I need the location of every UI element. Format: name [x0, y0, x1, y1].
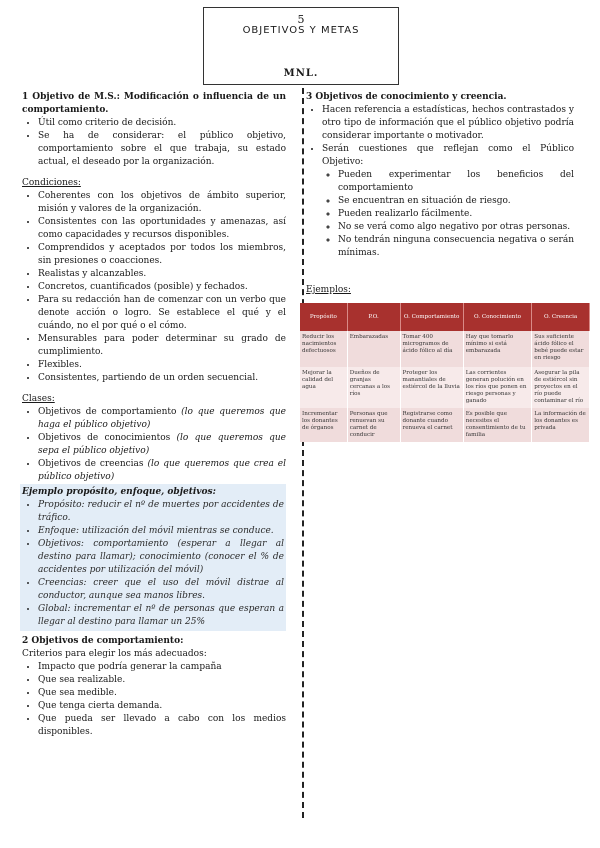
- ejemplos-label: Ejemplos:: [306, 285, 351, 295]
- sub-list-item: ◦ Pueden realizarlo fácilmente.: [338, 208, 574, 221]
- clases-label: Clases:: [22, 394, 55, 404]
- table-header: O. Conocimiento: [463, 303, 532, 331]
- list-item: • Que tenga cierta demanda.: [38, 700, 286, 713]
- list-item: • Realistas y alcanzables.: [38, 268, 286, 281]
- table-header: O. Comportamiento: [400, 303, 463, 331]
- condiciones-label: Condiciones:: [22, 178, 81, 188]
- list-item: • Para su redacción han de comenzar con un verbo que denote acción o logro. Se establece el qué y el cuándo, no el por qué o el cómo.: [38, 294, 286, 333]
- table-header: O. Creencia: [532, 303, 590, 331]
- clases-list: [22, 406, 286, 484]
- sub-list-item: ◦ No tendrán ninguna consecuencia negativa o serán mínimas.: [338, 234, 574, 260]
- table-cell: Dueños de granjas cercanas a los ríos: [347, 367, 400, 408]
- list-item: • Útil como criterio de decisión.: [38, 117, 286, 130]
- table-cell: Mejorar la calidad del agua: [300, 367, 347, 408]
- list-item: • Objetivos de comportamiento (lo que queremos que haga el público objetivo): [38, 406, 286, 432]
- table-cell: Sus suficiente ácido fólico el bebé puede estar en riesgo: [532, 331, 590, 367]
- table-row: [300, 331, 590, 367]
- list-item: • Serán cuestiones que reflejan como el Público Objetivo: ◦ Pueden experimentar los beneficios del comportamiento ◦ Se encuentran en situación de riesgo. ◦ Pueden realizarlo fácilmente. ◦ No se verá como algo negativo por otras personas. ◦ No tendrán ninguna consecuencia negativa o serán mínimas.: [322, 143, 574, 260]
- table-cell: Reducir los nacimientos defectuosos: [300, 331, 347, 367]
- list-item: • Concretos, cuantificados (posible) y fechados.: [38, 281, 286, 294]
- section-1-list: [22, 117, 286, 169]
- page-title: OBJETIVOS Y METAS: [242, 25, 360, 36]
- header-box: [203, 7, 399, 85]
- table-cell: Es posible que necesites el consentimiento de tu familia: [463, 408, 532, 442]
- list-item: • Que sea realizable.: [38, 674, 286, 687]
- table-row: [300, 367, 590, 408]
- list-item: • Que sea medible.: [38, 687, 286, 700]
- column-divider: [302, 88, 304, 818]
- list-item: • Objetivos de creencias (lo que queremos que crea el público objetivo): [38, 458, 286, 484]
- page-subtitle: MNL.: [283, 68, 319, 79]
- table-cell: Las corrientes generan polución en los ríos que ponen en riesgo personas y ganado: [463, 367, 532, 408]
- list-item: • Consistentes, partiendo de un orden secuencial.: [38, 372, 286, 385]
- section-2-title: 2 Objetivos de comportamiento:: [22, 636, 184, 646]
- section-3-list: [306, 104, 574, 260]
- table-cell: Tomar 400 microgramos de ácido fólico al día: [400, 331, 463, 367]
- list-item: • Creencias: creer que el uso del móvil distrae al conductor, aunque sea manos libres.: [38, 577, 284, 603]
- table-cell: Hay que tomarlo mínimo si está embarazada: [463, 331, 532, 367]
- list-item: • Que pueda ser llevado a cabo con los medios disponibles.: [38, 713, 286, 739]
- list-item: • Coherentes con los objetivos de ámbito superior, misión y valores de la organización.: [38, 190, 286, 216]
- list-item: • Comprendidos y aceptados por todos los miembros, sin presiones o coacciones.: [38, 242, 286, 268]
- sub-list-item: ◦ Se encuentran en situación de riesgo.: [338, 195, 574, 208]
- list-item: • Propósito: reducir el nº de muertes por accidentes de tráfico.: [38, 499, 284, 525]
- table-cell: Asegurar la pila de estiércol sin proyectos en el río puede contaminar el río: [532, 367, 590, 408]
- table-row: [300, 408, 590, 442]
- table-cell: Registrarse como donante cuando renueva el carnet: [400, 408, 463, 442]
- example-title: Ejemplo propósito, enfoque, objetivos:: [22, 487, 216, 497]
- section-2-intro: Criterios para elegir los más adecuados:: [22, 649, 207, 659]
- list-item: • Objetivos: comportamiento (esperar a llegar al destino para llamar); conocimiento (conocer el % de accidentes por utilización del móvil): [38, 538, 284, 577]
- section-3-title: 3 Objetivos de conocimiento y creencia.: [306, 92, 507, 102]
- table-header: Propósito: [300, 303, 347, 331]
- list-item: • Mensurables para poder determinar su grado de cumplimiento.: [38, 333, 286, 359]
- list-item: • Consistentes con las oportunidades y amenazas, así como capacidades y recursos disponibles.: [38, 216, 286, 242]
- table-cell: La información de los donantes es privada: [532, 408, 590, 442]
- page-number: 5: [297, 13, 305, 26]
- example-box: [20, 484, 286, 631]
- list-item: • Impacto que podría generar la campaña: [38, 661, 286, 674]
- table-cell: Personas que renuevan su carnet de conducir: [347, 408, 400, 442]
- sub-list-item: ◦ No se verá como algo negativo por otras personas.: [338, 221, 574, 234]
- list-item: • Global: incrementar el nº de personas que esperan a llegar al destino para llamar un 25%: [38, 603, 284, 629]
- table-cell: Proteger los manantiales de estiércol de la lluvia: [400, 367, 463, 408]
- condiciones-list: [22, 190, 286, 385]
- list-item: • Se ha de considerar: el público objetivo, comportamiento sobre el que trabaja, su estado actual, el deseado por la organización.: [38, 130, 286, 169]
- list-item: • Hacen referencia a estadísticas, hechos contrastados y otro tipo de información que el público objetivo podría considerar importante o motivador.: [322, 104, 574, 143]
- example-list: [22, 499, 284, 629]
- list-item: • Enfoque: utilización del móvil mientras se conduce.: [38, 525, 284, 538]
- sub-list-item: ◦ Pueden experimentar los beneficios del comportamiento: [338, 169, 574, 195]
- section-2-list: [22, 661, 286, 739]
- left-column: [22, 91, 286, 739]
- list-item: • Flexibles.: [38, 359, 286, 372]
- table-cell: Embarazadas: [347, 331, 400, 367]
- examples-table: [300, 303, 590, 442]
- section-3-sublist: [322, 169, 574, 260]
- table-header: P.O.: [347, 303, 400, 331]
- list-item: • Objetivos de conocimientos (lo que queremos que sepa el público objetivo): [38, 432, 286, 458]
- right-column: [302, 91, 586, 442]
- table-cell: Incrementar los donantes de órganos: [300, 408, 347, 442]
- section-1-title: 1 Objetivo de M.S.: Modificación o influencia de un comportamiento.: [22, 92, 286, 115]
